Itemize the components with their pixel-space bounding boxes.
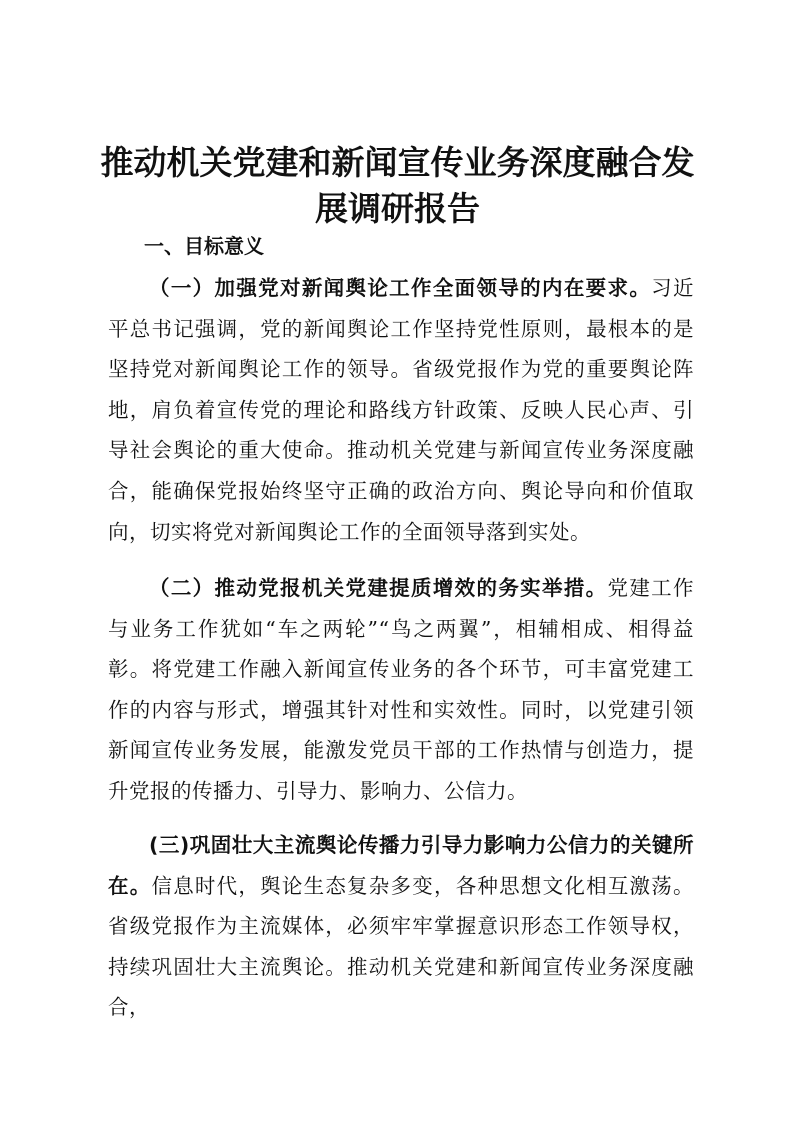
paragraph-2	[108, 568, 694, 812]
paragraph-3-body: 信息时代，舆论生态复杂多变，各种思想文化相互激荡。省级党报作为主流媒体，必须牢牢掌握意识形态工作领导权，持续巩固壮大主流舆论。推动机关党建和新闻宣传业务深度融合，	[108, 873, 695, 1020]
paragraph-2-lead: （二）推动党报机关党建提质增效的务实举措。	[149, 576, 608, 600]
section-heading: 一、目标意义	[144, 234, 264, 258]
paragraph-1	[108, 268, 694, 552]
paragraph-2-body: 党建工作与业务工作犹如“车之两轮”“鸟之两翼”，相辅相成、相得益彰。将党建工作融入新闻宣传业务的各个环节，可丰富党建工作的内容与形式，增强其针对性和实效性。同时，以党建引领新闻宣传业务发展，能激发党员干部的工作热情与创造力，提升党报的传播力、引导力、影响力、公信力。	[108, 576, 694, 803]
paragraph-3	[108, 825, 694, 1028]
paragraph-1-body: 习近平总书记强调，党的新闻舆论工作坚持党性原则，最根本的是坚持党对新闻舆论工作的领导。省级党报作为党的重要舆论阵地，肩负着宣传党的理论和路线方针政策、反映人民心声、引导社会舆论的重大使命。推动机关党建与新闻宣传业务深度融合，能确保党报始终坚守正确的政治方向、舆论导向和价值取向，切实将党对新闻舆论工作的全面领导落到实处。	[108, 276, 695, 544]
paragraph-3-lead: (三)巩固壮大主流舆论传播力引导力影响力公信力的关键所在。	[108, 833, 694, 898]
document-title: 推动机关党建和新闻宣传业务深度融合发展调研报告	[100, 143, 695, 228]
paragraph-1-lead: （一）加强党对新闻舆论工作全面领导的内在要求。	[149, 276, 652, 300]
